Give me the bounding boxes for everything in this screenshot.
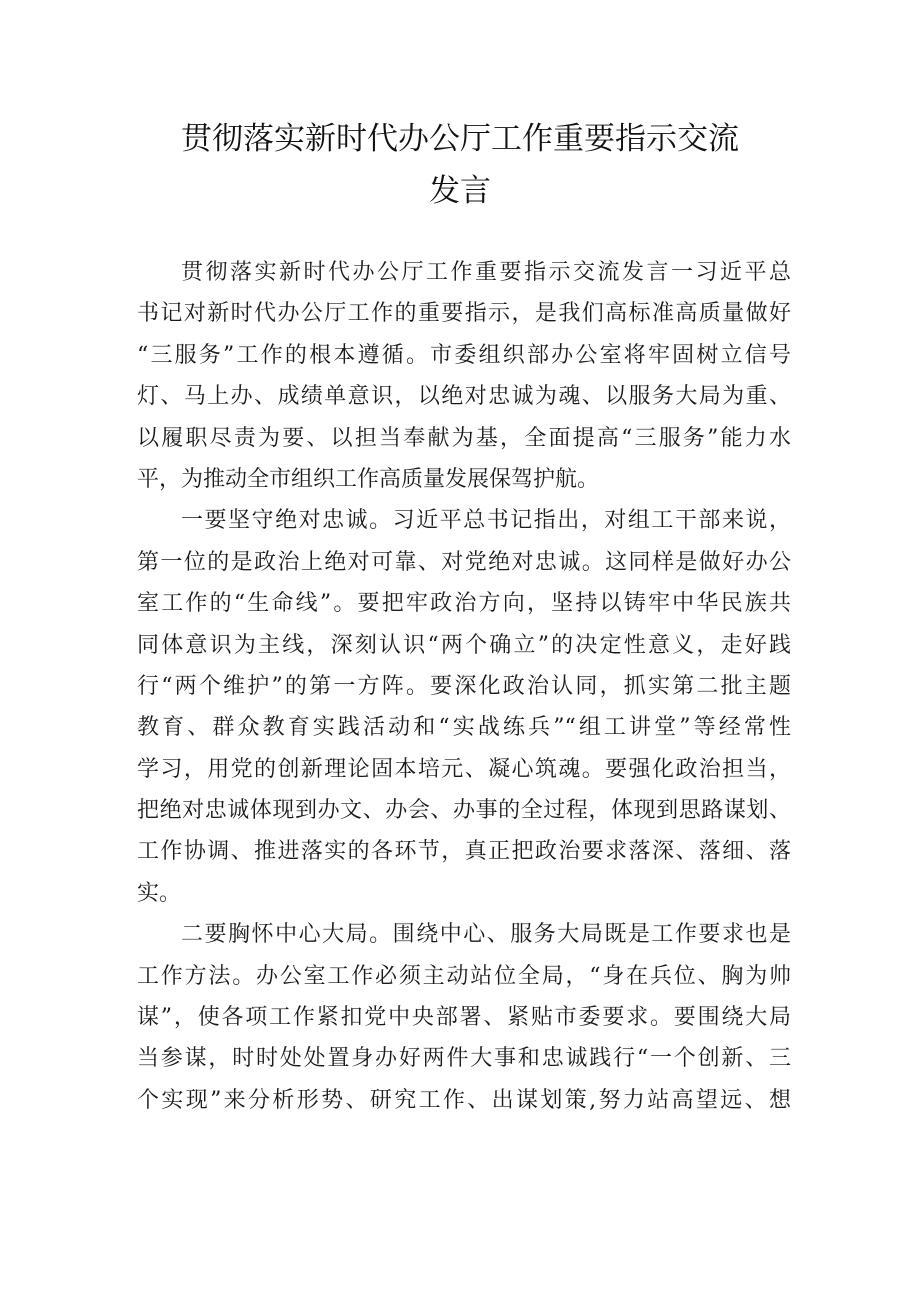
text-line: 室工作的“生命线”。要把牢政治方向，坚持以铸牢中华民族共	[137, 591, 791, 617]
text-line: 实。	[137, 880, 182, 906]
text-line: “三服务”工作的根本遵循。市委组织部办公室将牢固树立信号	[137, 342, 791, 368]
title-line: 贯彻落实新时代办公厅工作重要指示交流	[181, 121, 739, 157]
document-body	[137, 252, 791, 1121]
text-line: 同体意识为主线，深刻认识“两个确立”的决定性意义，走好践	[137, 632, 791, 658]
text-line: 工作协调、推进落实的各环节，真正把政治要求落深、落细、落	[137, 839, 791, 865]
text-line: 把绝对忠诚体现到办文、办会、办事的全过程，体现到思路谋划、	[137, 798, 791, 824]
text-line: 个实现”来分析形势、研究工作、出谋划策,努力站高望远、想	[137, 1087, 791, 1113]
paragraph	[137, 252, 791, 500]
text-line: 二要胸怀中心大局。围绕中心、服务大局既是工作要求也是	[181, 922, 791, 948]
paragraph	[137, 500, 791, 914]
paragraph	[137, 914, 791, 1121]
text-line: 书记对新时代办公厅工作的重要指示，是我们高标准高质量做好	[137, 301, 791, 327]
text-line: 工作方法。办公室工作必须主动站位全局，“身在兵位、胸为帅	[137, 963, 791, 989]
text-line: 平，为推动全市组织工作高质量发展保驾护航。	[137, 466, 600, 492]
text-line: 一要坚守绝对忠诚。习近平总书记指出，对组工干部来说，	[181, 508, 791, 534]
text-line: 谋”，使各项工作紧扣党中央部署、紧贴市委要求。要围绕大局	[137, 1005, 791, 1031]
document-title	[120, 113, 800, 217]
text-line: 灯、马上办、成绩单意识，以绝对忠诚为魂、以服务大局为重、	[137, 384, 791, 410]
title-line: 发言	[429, 173, 491, 209]
text-line: 教育、群众教育实践活动和“实战练兵”“组工讲堂”等经常性	[137, 715, 791, 741]
text-line: 学习，用党的创新理论固本培元、凝心筑魂。要强化政治担当，	[137, 756, 791, 782]
text-line: 以履职尽责为要、以担当奉献为基，全面提高“三服务”能力水	[137, 425, 791, 451]
text-line: 行“两个维护”的第一方阵。要深化政治认同，抓实第二批主题	[137, 673, 791, 699]
text-line: 当参谋，时时处处置身办好两件大事和忠诚践行“一个创新、三	[137, 1046, 791, 1072]
text-line: 第一位的是政治上绝对可靠、对党绝对忠诚。这同样是做好办公	[137, 549, 791, 575]
text-line: 贯彻落实新时代办公厅工作重要指示交流发言一习近平总	[181, 260, 791, 285]
